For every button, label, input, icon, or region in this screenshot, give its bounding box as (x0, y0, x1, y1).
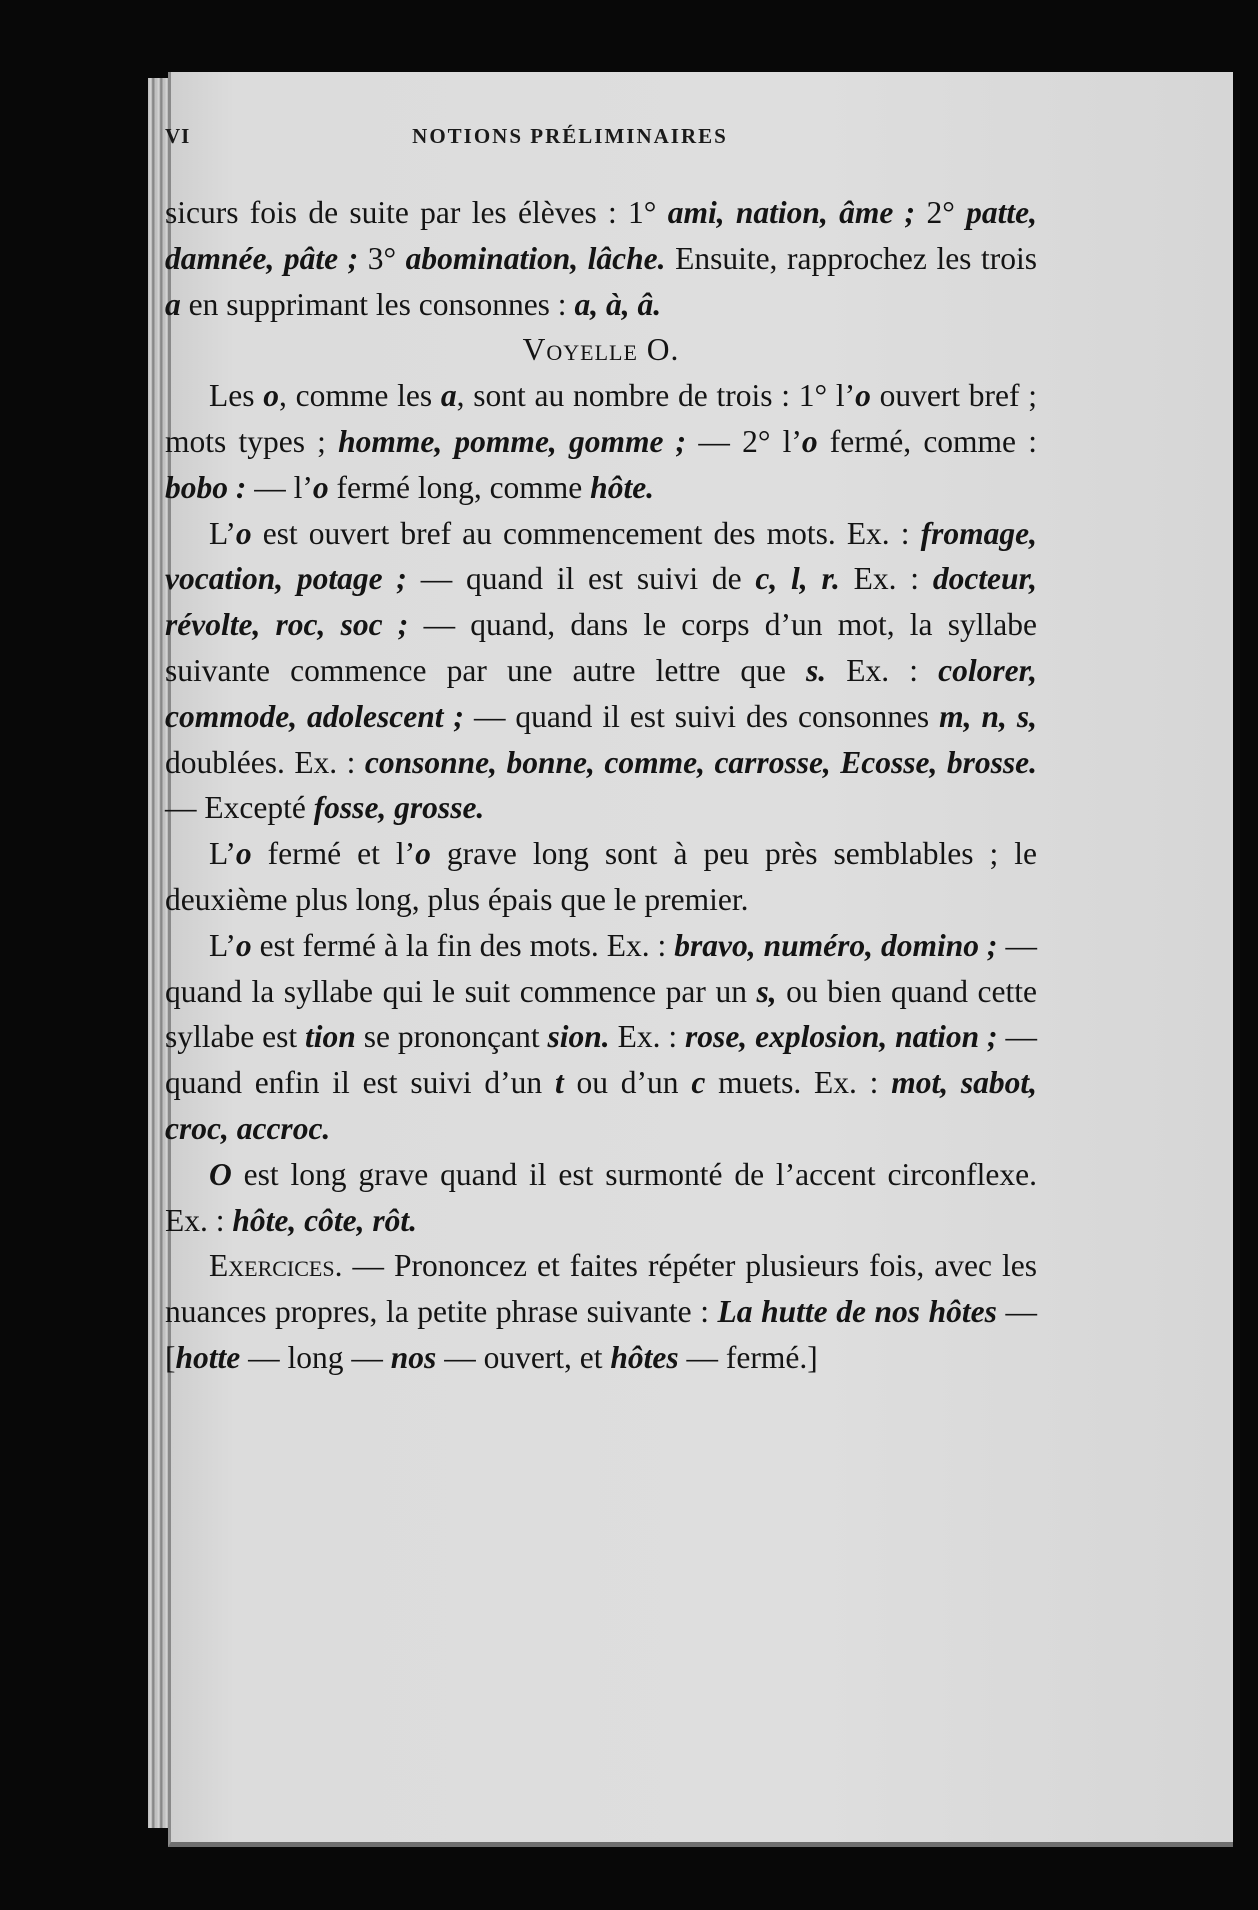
italic-text: nos (390, 1339, 437, 1375)
italic-text: o (801, 423, 818, 459)
text-run: ouvert bref ; mots types ; (165, 378, 1038, 459)
text-run: Ex. : (609, 1019, 686, 1055)
text-run: fermé et l’ (251, 836, 416, 872)
text-run: fermé long, comme (328, 469, 591, 505)
paragraph (165, 373, 1037, 510)
italic-text: abomination, lâche. (405, 240, 666, 276)
text-run: ou bien quand cette syllabe est (165, 973, 1037, 1055)
italic-text: o (263, 378, 279, 414)
text-run: — [ (165, 1294, 1037, 1375)
text-run: muets. Ex. : (705, 1065, 892, 1101)
running-head (165, 124, 975, 158)
paragraph (165, 511, 1037, 832)
text-run: se prononçant (355, 1019, 548, 1055)
paragraph (165, 831, 1037, 923)
italic-text: ami, nation, âme ; (667, 195, 916, 230)
italic-text: a, à, â. (574, 286, 662, 322)
italic-text: consonne, bonne, comme, carrosse, Ecosse, brosse. (364, 744, 1037, 780)
italic-text: fosse, grosse. (313, 790, 485, 826)
text-run: est fermé à la fin des mots. Ex. : (251, 927, 675, 963)
text-run: doublées. Ex. : (165, 744, 365, 780)
italic-text: sion. (547, 1019, 610, 1055)
italic-text: a (440, 378, 457, 414)
italic-text: bravo, numéro, domino ; (674, 927, 998, 963)
italic-text: o (235, 515, 252, 551)
text-run: — Excepté (165, 790, 314, 826)
text-run: — long — (240, 1339, 391, 1375)
text-run: Ex. : (826, 652, 939, 688)
italic-text: hôte. (590, 469, 655, 505)
italic-text: colorer, commode, adolescent ; (165, 652, 1037, 734)
text-run: fermé, comme : (817, 423, 1037, 459)
italic-text: c, l, r. (755, 561, 840, 597)
text-run: — quand la syllabe qui le suit commence par un (165, 927, 1038, 1009)
text-run: sicurs fois de suite par les élèves : 1° (165, 195, 668, 230)
italic-text: bobo : (165, 469, 247, 505)
text-run: Voyelle O. (522, 332, 680, 368)
italic-text: La hutte de nos hôtes (717, 1294, 997, 1330)
text-run: — quand enfin il est suivi d’un (165, 1019, 1038, 1101)
text-run: L’ (209, 515, 236, 551)
italic-text: hôte, côte, rôt. (232, 1202, 417, 1238)
text-run: — fermé.] (678, 1339, 818, 1375)
text-run: — 2° l’ (686, 423, 802, 459)
text-run: — quand, dans le corps d’un mot, la syllabe suivante commence par une autre lettre que (165, 607, 1037, 688)
italic-text: o (415, 836, 431, 872)
text-run: L’ (209, 836, 236, 872)
italic-text: a (165, 286, 181, 322)
text-run: — ouvert, et (436, 1339, 611, 1375)
italic-text: t (554, 1065, 564, 1101)
running-title: NOTIONS PRÉLIMINAIRES (412, 124, 728, 148)
text-run: 3° (358, 240, 406, 276)
text-run: — quand il est suivi des consonnes (463, 698, 940, 734)
italic-text: mot, sabot, croc, accroc. (165, 1065, 1037, 1146)
paragraph (165, 923, 1037, 1152)
italic-text: homme, pomme, gomme ; (338, 423, 687, 459)
section-heading (165, 327, 1037, 373)
italic-text: hôtes (610, 1339, 679, 1375)
italic-text: o (235, 836, 252, 872)
text-run: L’ (209, 927, 236, 963)
text-run: Ex. : (839, 561, 933, 597)
italic-text: tion (305, 1019, 356, 1055)
italic-text: patte, damnée, pâte ; (165, 195, 1037, 276)
italic-text: O (209, 1156, 232, 1192)
text-run: est ouvert bref au commencement des mots. Ex. : (251, 515, 921, 551)
text-run: Les (209, 378, 264, 414)
italic-text: s. (806, 652, 827, 688)
text-run: , sont au nombre de trois : 1° l’ (456, 378, 856, 414)
text-run: , comme les (279, 378, 441, 414)
paragraph-exercises (165, 1243, 1037, 1380)
italic-text: rose, explosion, nation ; (685, 1019, 998, 1055)
italic-text: c (691, 1065, 706, 1101)
italic-text: o (312, 469, 329, 505)
paragraph-continuation (165, 190, 1037, 327)
italic-text: m, n, s, (939, 698, 1037, 734)
body-text (165, 190, 1037, 1381)
italic-text: o (855, 378, 871, 414)
italic-text: o (235, 927, 252, 963)
text-run: est long grave quand il est surmonté de l’accent circonflexe. Ex. : (165, 1156, 1037, 1238)
small-caps-text: Exercices. (209, 1248, 343, 1284)
italic-text: fromage, vocation, potage ; (165, 515, 1037, 597)
paragraph (165, 1152, 1037, 1244)
italic-text: hotte (175, 1339, 241, 1375)
text-run: 2° (915, 195, 967, 230)
text-run: Ensuite, rapprochez les trois (665, 240, 1037, 276)
italic-text: docteur, révolte, roc, soc ; (165, 561, 1037, 643)
text-run: ou d’un (563, 1065, 692, 1101)
page-number: VI (165, 124, 191, 148)
text-run: — l’ (246, 469, 313, 505)
text-run: grave long sont à peu près semblables ; le deuxième plus long, plus épais que le premier. (165, 836, 1037, 917)
text-run: — quand il est suivi de (406, 561, 756, 597)
text-run: en supprimant les consonnes : (180, 286, 575, 322)
text-run: — Prononcez et faites répéter plusieurs fois, avec les nuances propres, la petite phrase suivante : (165, 1248, 1037, 1330)
italic-text: s, (756, 973, 777, 1009)
